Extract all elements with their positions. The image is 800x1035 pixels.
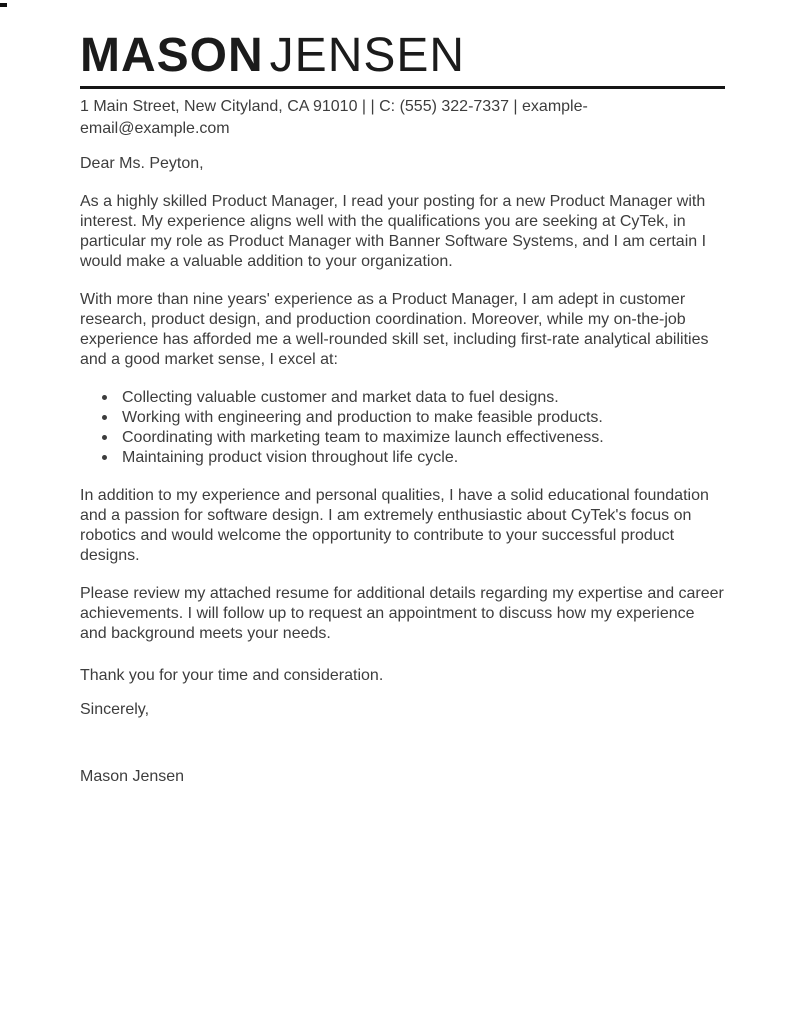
paragraph-education: In addition to my experience and personal qualities, I have a solid educational foundation and a passion for software design. I am extremely enthusiastic about CyTek's focus on robotics and would welcome the opportunity to contribute to your successful product designs. [80, 487, 709, 564]
bullet-icon [102, 395, 107, 400]
paragraph-experience: With more than nine years' experience as a Product Manager, I am adept in customer research, product design, and production coordination. Moreover, while my on-the-job experience has afforded me a well-rounded skill set, including first-rate analytical abilities and a good market sense, I excel at: [80, 291, 709, 368]
letterhead-name [80, 30, 725, 82]
list-item-text: Maintaining product vision throughout life cycle. [122, 449, 459, 466]
bullet-icon [102, 435, 107, 440]
list-item [80, 448, 725, 468]
contact-line-1: 1 Main Street, New Cityland, CA 91010 | | C: (555) 322-7337 | example- [80, 98, 588, 115]
letterhead-divider [80, 86, 725, 89]
closing-line: Sincerely, [80, 701, 150, 718]
skills-bullet-list [80, 388, 725, 468]
bullet-icon [102, 415, 107, 420]
list-item [80, 428, 725, 448]
letter-content [80, 30, 725, 787]
list-item [80, 388, 725, 408]
letterhead-first-name: MASON [80, 29, 264, 82]
bullet-icon [102, 455, 107, 460]
page-edge-mark [0, 3, 7, 7]
letterhead-last-name: JENSEN [269, 29, 466, 82]
list-item-text: Working with engineering and production to make feasible products. [122, 409, 603, 426]
list-item-text: Coordinating with marketing team to maximize launch effectiveness. [122, 429, 604, 446]
paragraph-intro: As a highly skilled Product Manager, I read your posting for a new Product Manager with interest. My experience aligns well with the qualifications you are seeking at CyTek, in particular my role as Product Manager with Banner Software Systems, and I am certain I would make a valuable addition to your organization. [80, 193, 707, 270]
contact-line-2: email@example.com [80, 120, 230, 137]
list-item-text: Collecting valuable customer and market data to fuel designs. [122, 389, 559, 406]
paragraph-follow-up: Please review my attached resume for additional details regarding my expertise and career achievements. I will follow up to request an appointment to discuss how my experience and background meets your needs. [80, 585, 724, 642]
contact-info [80, 96, 725, 140]
signature-name: Mason Jensen [80, 768, 185, 785]
list-item [80, 408, 725, 428]
salutation: Dear Ms. Peyton, [80, 155, 204, 172]
thank-you-line: Thank you for your time and consideration. [80, 667, 384, 684]
